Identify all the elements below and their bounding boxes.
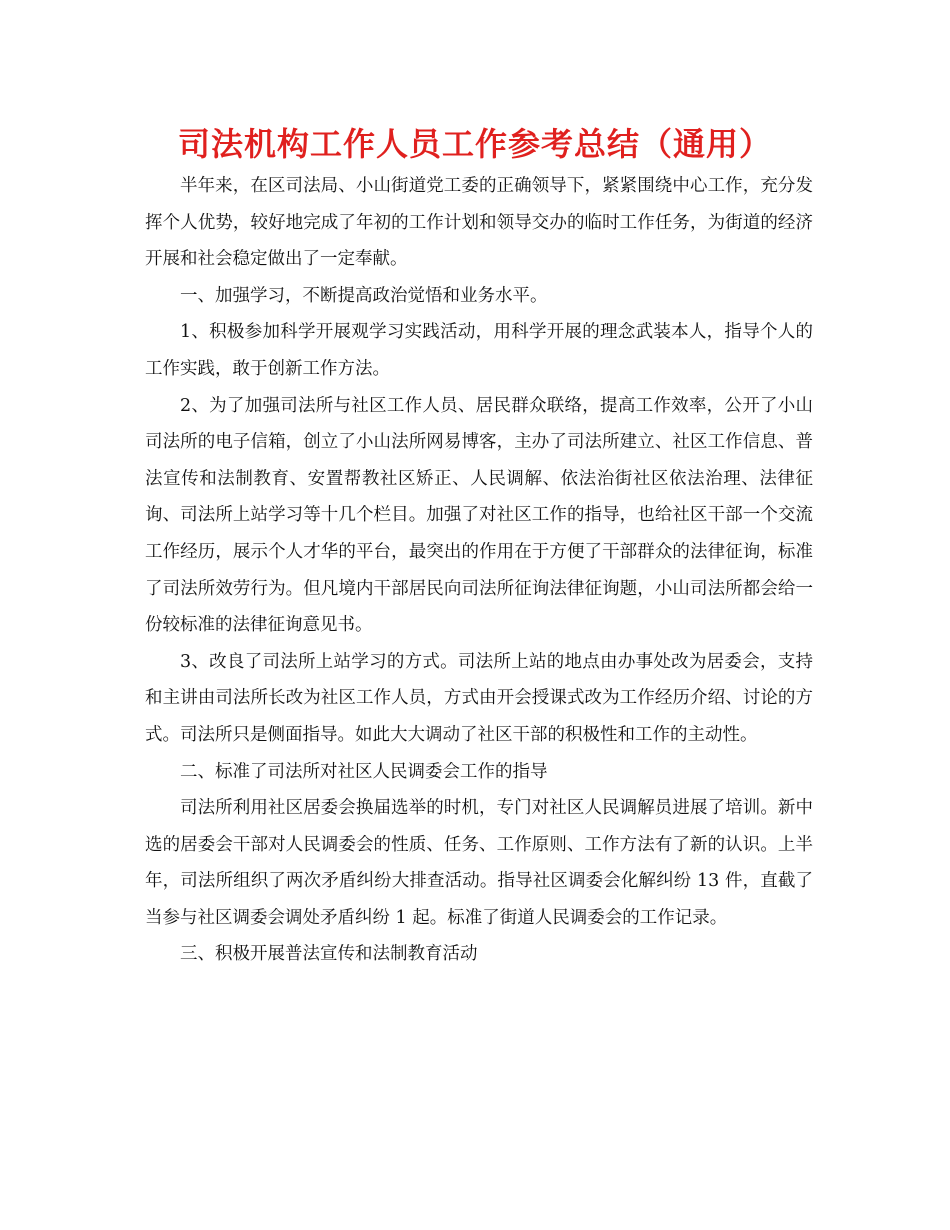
paragraph-item-1: 1、积极参加科学开展观学习实践活动，用科学开展的理念武装本人，指导个人的工作实践，敢于创新工作方法。 xyxy=(145,322,813,379)
section-heading-3: 三、积极开展普法宣传和法制教育活动 xyxy=(180,944,478,965)
document-body xyxy=(145,168,813,973)
section-heading-1: 一、加强学习，不断提高政治觉悟和业务水平。 xyxy=(180,285,548,306)
paragraph-intro: 半年来，在区司法局、小山街道党工委的正确领导下，紧紧围绕中心工作，充分发挥个人优势，较好地完成了年初的工作计划和领导交办的临时工作任务，为街道的经济开展和社会稳定做出了一定奉献。 xyxy=(145,176,813,270)
paragraph-item-3: 3、改良了司法所上站学习的方式。司法所上站的地点由办事处改为居委会，支持和主讲由司法所长改为社区工作人员，方式由开会授课式改为工作经历介绍、讨论的方式。司法所只是侧面指导。如此大大调动了社区干部的积极性和工作的主动性。 xyxy=(145,651,813,745)
document-title: 司法机构工作人员工作参考总结（通用） xyxy=(177,125,772,163)
section-heading-2: 二、标准了司法所对社区人民调委会工作的指导 xyxy=(180,761,548,782)
paragraph-item-2: 2、为了加强司法所与社区工作人员、居民群众联络，提高工作效率，公开了小山司法所的电子信箱，创立了小山法所网易博客，主办了司法所建立、社区工作信息、普法宣传和法制教育、安置帮教社区矫正、人民调解、依法治街社区依法治理、法律征询、司法所上站学习等十几个栏目。加强了对社区工作的指导，也给社区干部一个交流工作经历，展示个人才华的平台，最突出的作用在于方便了干部群众的法律征询，标准了司法所效劳行为。但凡境内干部居民向司法所征询法律征询题，小山司法所都会给一份较标准的法律征询意见书。 xyxy=(145,395,813,636)
paragraph-mediation: 司法所利用社区居委会换届选举的时机，专门对社区人民调解员进展了培训。新中选的居委会干部对人民调委会的性质、任务、工作原则、工作方法有了新的认识。上半年，司法所组织了两次矛盾纠纷大排查活动。指导社区调委会化解纠纷 13 件，直截了当参与社区调委会调处矛盾纠纷 1 起。标准了街道人民调委会的工作记录。 xyxy=(145,798,813,928)
